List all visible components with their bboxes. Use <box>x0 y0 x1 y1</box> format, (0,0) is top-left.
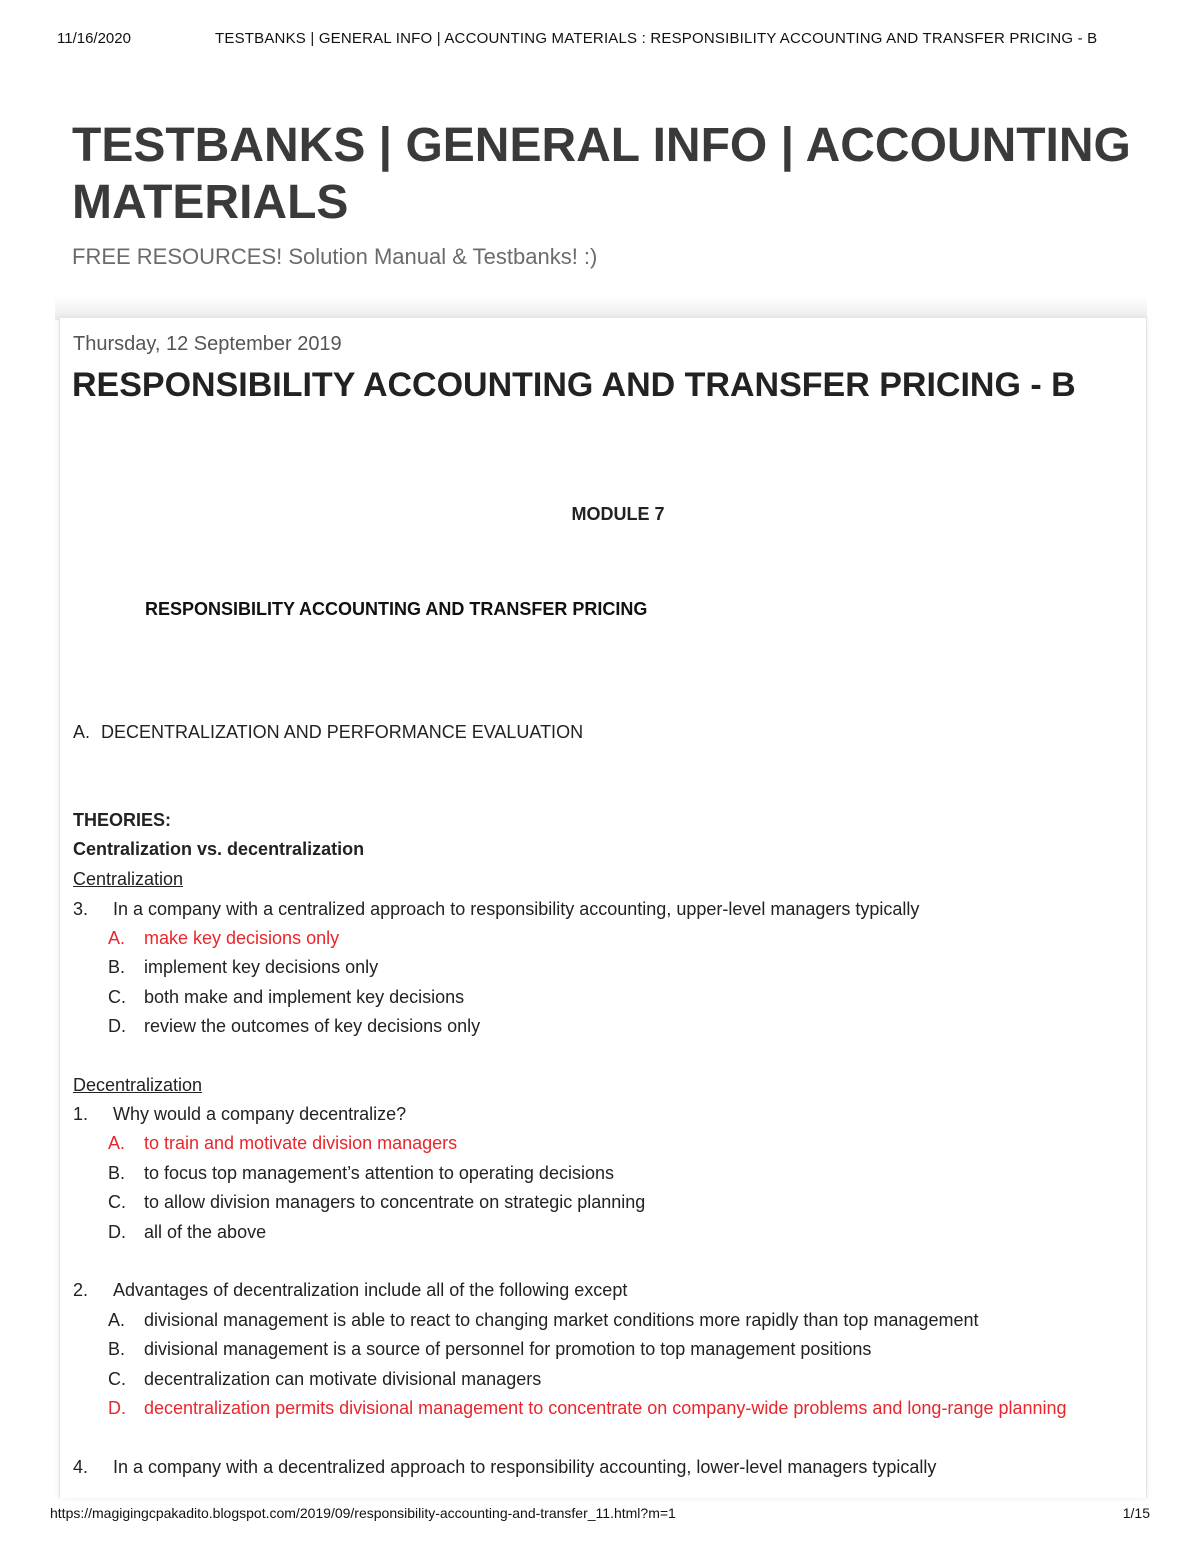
print-title: TESTBANKS | GENERAL INFO | ACCOUNTING MATERIALS : RESPONSIBILITY ACCOUNTING AND TRANSFER PRICING - B <box>215 30 1098 47</box>
main-heading: RESPONSIBILITY ACCOUNTING AND TRANSFER PRICING <box>145 599 648 619</box>
page-url[interactable]: https://magigingcpakadito.blogspot.com/2019/09/responsibility-accounting-and-transfer_11.html?m=1 <box>50 1505 676 1521</box>
answer-option <box>108 1163 614 1184</box>
answer-option <box>108 1369 541 1390</box>
option-letter: A. <box>108 1133 126 1153</box>
question-text: Why would a company decentralize? <box>113 1104 407 1124</box>
answer-option <box>108 1339 871 1360</box>
option-letter: B. <box>108 1163 126 1183</box>
question <box>73 1457 936 1478</box>
question-text: Advantages of decentralization include all of the following except <box>113 1280 628 1300</box>
question-text: In a company with a centralized approach to responsibility accounting, upper-level managers typically <box>113 899 920 919</box>
option-text: to allow division managers to concentrate on strategic planning <box>144 1192 646 1212</box>
option-text: review the outcomes of key decisions only <box>144 1016 481 1036</box>
answer-option-correct <box>108 928 339 949</box>
post-title[interactable]: RESPONSIBILITY ACCOUNTING AND TRANSFER PRICING - B <box>72 366 1076 404</box>
section-text: DECENTRALIZATION AND PERFORMANCE EVALUATION <box>101 722 584 742</box>
option-letter: B. <box>108 957 126 977</box>
answer-option <box>108 1016 480 1037</box>
option-text: make key decisions only <box>144 928 340 948</box>
print-date: 11/16/2020 <box>57 30 131 47</box>
option-letter: C. <box>108 1192 126 1212</box>
subtopic-heading: Centralization vs. decentralization <box>73 839 365 859</box>
question-number: 3. <box>73 899 89 919</box>
post-date: Thursday, 12 September 2019 <box>73 333 342 355</box>
section-heading <box>73 722 583 743</box>
option-letter: D. <box>108 1222 126 1242</box>
option-letter: A. <box>108 1310 126 1330</box>
option-text: decentralization can motivate divisional managers <box>144 1369 542 1389</box>
question <box>73 899 919 920</box>
question <box>73 1280 627 1301</box>
question-number: 1. <box>73 1104 89 1124</box>
answer-option <box>108 1310 978 1331</box>
answer-option <box>108 1222 266 1243</box>
question <box>73 1104 406 1125</box>
option-text: divisional management is able to react to changing market conditions more rapidly than top management <box>144 1310 979 1330</box>
answer-option <box>108 1192 645 1213</box>
centralization-label: Centralization <box>73 869 184 889</box>
answer-option-correct <box>108 1133 457 1154</box>
option-letter: D. <box>108 1398 126 1418</box>
blog-title[interactable]: TESTBANKS | GENERAL INFO | ACCOUNTING MATERIALS <box>72 119 1131 229</box>
header-shadow-divider <box>55 296 1147 320</box>
decentralization-label: Decentralization <box>73 1075 203 1095</box>
answer-option <box>108 987 464 1008</box>
option-text: to train and motivate division managers <box>144 1133 458 1153</box>
option-letter: A. <box>108 928 126 948</box>
answer-option <box>108 957 378 978</box>
option-letter: C. <box>108 987 126 1007</box>
option-letter: B. <box>108 1339 126 1359</box>
question-number: 2. <box>73 1280 89 1300</box>
theories-heading: THEORIES: <box>73 810 172 830</box>
option-letter: C. <box>108 1369 126 1389</box>
option-text: to focus top management’s attention to operating decisions <box>144 1163 614 1183</box>
blog-description: FREE RESOURCES! Solution Manual & Testbanks! :) <box>72 244 598 269</box>
section-letter: A. <box>73 722 91 742</box>
option-text: divisional management is a source of personnel for promotion to top management positions <box>144 1339 872 1359</box>
option-letter: D. <box>108 1016 126 1036</box>
option-text: implement key decisions only <box>144 957 379 977</box>
option-text: both make and implement key decisions <box>144 987 465 1007</box>
answer-option-correct <box>108 1398 1067 1419</box>
module-heading: MODULE 7 <box>571 504 665 524</box>
question-number: 4. <box>73 1457 89 1477</box>
question-text: In a company with a decentralized approach to responsibility accounting, lower-level managers typically <box>113 1457 937 1477</box>
option-text: all of the above <box>144 1222 267 1242</box>
page-number: 1/15 <box>1122 1505 1150 1521</box>
option-text: decentralization permits divisional management to concentrate on company-wide problems and long-range planning <box>144 1398 1067 1418</box>
